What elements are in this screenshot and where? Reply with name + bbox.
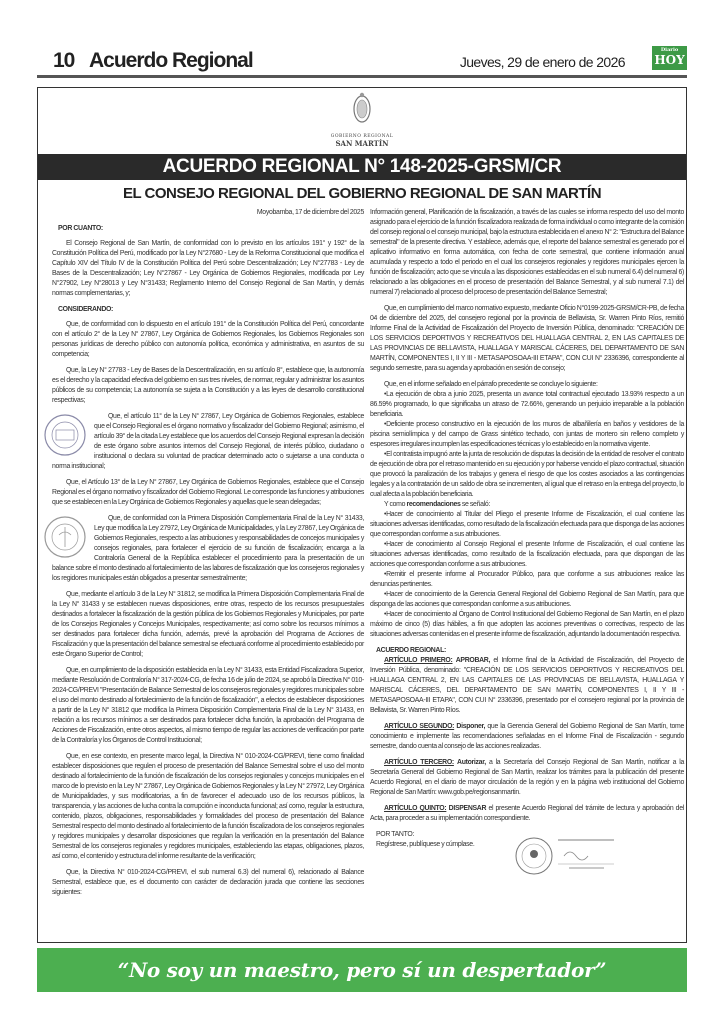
paragraph: Que, de conformidad con la Primera Disposición Complementaria Final de la Ley N° 31433, Ley que modifica la Ley 27972, Ley Orgánica de Municipalidades, y la Ley 27867, Ley Orgánica de Gobiernos Regionales, respecto a las atribuciones y responsabilidades de concejos municipales y consejos regionales, para fortalecer el ejercicio de su función de fiscalización; encarga a la Contraloría General de la República establecer el procedimiento para la presentación de un balance sobre el monto destinado al fortalecimiento de las labores de fiscalización que los consejeros regionales y los regidores municipales están obligados a presentar semestralmente; xyxy=(52,515,364,582)
left-column xyxy=(52,208,364,898)
paragraph: Que, el Artículo 13° de la Ley N° 27867, Ley Orgánica de Gobiernos Regionales, establece que el Consejo Regional es el órgano normativo y fiscalizador del Gobierno Regional. Le corresponde las funciones y atribuciones que se establecen en la Ley Orgánica de Gobiernos Regionales y aquellas que le sean delegadas; xyxy=(52,479,364,506)
acuerdo-heading: ACUERDO REGIONAL: xyxy=(376,647,447,654)
closing-formula: Regístrese, publíquese y cúmplase. xyxy=(376,841,475,848)
article-verb: Autorizar, xyxy=(457,759,486,766)
issue-date: Jueves, 29 de enero de 2026 xyxy=(459,54,625,70)
conclusion-item: •El contratista impugnó ante la junta de resolución de disputas la decisión de la entidad de resolver el contrato de ejecución de obra por el retraso mantenido en su ejecución y por haberse vencido el plazo contractual, situación que provocó la paralización de los trabajos y genera el riesgo de que los costes asociados a las contingencias legales y a la contratación de un saldo de obra se incrementen, al igual que el retraso en la entrega del proyecto, lo cual afecta a la población beneficiaria. xyxy=(370,451,684,498)
paragraph: Que, en cumplimiento del marco normativo expuesto, mediante Oficio N°0199-2025-GRSM/CR-PB, de fecha 04 de diciembre del 2025, del consejero regional por la provincia de Bellavista, Sr. Warren Pinto Ríos, remitió Informe Final de la Actividad de Fiscalización del Proyecto de Inversión Pública, denominado: "CREACIÓN DE LOS SERVICIOS DEPORTIVOS Y RECREATIVOS DEL HUALLAGA CENTRAL 2, EN LAS CAPITALES DE LAS PROVINCIAS DE BELLAVISTA, HUALLAGA Y MARISCAL CÁCERES, DEL DEPARTAMENTO DE SAN MARTÍN, COMPONENTES I, II Y III - METASAPOSOAA-III ETAPA", CON CUI N° 2336396, correspondiente al segundo semestre, para su agenda y aprobación en sesión de consejo; xyxy=(370,305,684,372)
section-title: Acuerdo Regional xyxy=(89,49,253,72)
article-3 xyxy=(370,758,684,798)
recommendations-intro: Y como recomendaciones se señaló: xyxy=(384,501,490,508)
article-label: ARTÍCULO PRIMERO: xyxy=(384,657,453,664)
paragraph: Que, la Ley N° 27783 - Ley de Bases de la Descentralización, en su artículo 8°, establece que, la autonomía es el derecho y la capacidad efectiva del gobierno en sus tres niveles, de normar, regular y administrar los asuntos públicos de su competencia; La autonomía se sujeta a la Constitución y a las leyes de desarrollo constitucional respectivas; xyxy=(52,367,364,404)
recommendation-item: •Remitir el presente informe al Procurador Público, para que conforme a sus atribuciones realice las denuncias pertinentes. xyxy=(370,571,684,588)
paragraph: Información general, Planificación de la fiscalización, a través de las cuales se informa respecto del uso del monto asignado para el ejercicio de la función fiscalizadora realizada de forma individual o como integrante de la comisión del consejo regional o el consejo municipal, bajo la estructura establecida en el anexo N° 2: "Estructura del Balance semestral" de la presente directiva. Y establece, además que, el reporte del balance semestral es generado por el aplicativo informativo en forma automática, con fecha de corte semestral, que contiene información anual acumulada y respecto a todo el periodo en el cual los consejeros regionales y regidores municipales ejercen la función de fiscalización; acto que se vincula a las disposiciones establecidas en el sub numeral 6.4) del numeral 6) relacionado a las obligaciones en el proceso de presentación del Balance Semestral, y al sub numeral 7.1) del numeral 7) relacionado al proceso del proceso de presentación del Balance Semestral; xyxy=(370,209,684,296)
article-label: ARTÍCULO QUINTO: xyxy=(384,805,447,812)
closing-block xyxy=(376,840,684,880)
article-label: ARTÍCULO TERCERO: xyxy=(384,759,454,766)
issuer-heading: EL CONSEJO REGIONAL DEL GOBIERNO REGIONAL DE SAN MARTÍN xyxy=(122,185,602,202)
right-column xyxy=(370,208,684,880)
article-4 xyxy=(370,804,684,824)
por-tanto: POR TANTO: xyxy=(376,831,415,838)
article-text: el presente Acuerdo Regional del trámite de lectura y aprobación del Acta, para proceder a su implementación correspondiente. xyxy=(370,805,684,822)
article-text: a la Secretaría del Consejo Regional de San Martín, notificar a la Secretaría General del Gobierno Regional de San Martín, realizar los trámites para la publicación del presente Acuerdo Regional, en el diario de mayor circulación de la región y en la página web institucional del Gobierno Regional de San Martín: www.gob.pe/regionsanmartin. xyxy=(370,759,685,796)
por-cuanto-heading: POR CUANTO: xyxy=(58,225,103,232)
article-text: el Informe final de la Actividad de Fiscalización, del Proyecto de Inversión Pública, denominado: "CREACIÓN DE LOS SERVICIOS DEPORTIVOS Y RECREATIVOS DEL HUALLAGA CENTRAL 2, EN LAS CAPITALES DE LAS PROVINCIAS DE BELLAVISTA, HUALLAGA Y MARISCAL CÁCERES, DEL DEPARTAMENTO DE SAN MARTÍN, COMPONENTES I, II Y III - METASAPOSOAA-III ETAPA", CON CUI N° 2336396, presentado por el consejero regional por la provincia de Bellavista, Sr. Warren Pinto Ríos. xyxy=(370,657,684,714)
paragraph: Que, la Directiva N° 010-2024-CG/PREVI, el sub numeral 6.3) del numeral 6), relacionado al Balance Semestral, establece que, es el documento con carácter de declaración jurada que contiene las secciones siguientes: xyxy=(52,869,364,896)
paragraph: Que, en cumplimiento de la disposición establecida en la Ley N° 31433, esta Entidad Fiscalizadora Superior, mediante Resolución de Contraloría N° 317-2024-CG, de fecha 16 de julio de 2024, se aprobó la Directiva N° 010-2024-CG/PREVI "Presentación de Balance Semestral de los consejeros regionales y regidores municipales sobre el uso del monto destinado al fortalecimiento de la función de fiscalización", a efectos de establecer disposiciones a partir de la Ley N° 31812 que modifica la Primera Disposición Complementaria Final de la Ley N° 31433, en relación a los recursos mínimos a ser destinados para fortalecer dicha función, la aprobación del Programa de Acciones de Fiscalización, entre otros aspectos, al mismo tiempo de regular las acciones de verificación por parte de la Contraloría y los Órganos de Control Institucional; xyxy=(52,667,364,744)
page-header xyxy=(37,40,687,78)
articles xyxy=(370,656,684,824)
article-1 xyxy=(370,656,684,716)
article-verb: APROBAR, xyxy=(455,657,491,664)
paragraph: Que, en el informe señalado en el párrafo precedente se concluye lo siguiente: xyxy=(384,381,598,388)
paragraph: El Consejo Regional de San Martín, de conformidad con lo previsto en los artículos 191° y 192° de la Constitución Política del Perú, modificado por la Ley N°27680 - Ley de la Reforma Constitucional que modifica el Capítulo XIV del Título IV de la Constitución Política del Perú sobre Descentralización; Ley N°27783 - Ley de Bases de la Descentralización; Ley N°27867 - Ley Orgánica de Gobiernos Regionales, modificada por Ley N°27902, Ley N°28013 y Ley N°31433; Reglamento Interno del Consejo Regional de San Martín, y demás normas complementarias, y; xyxy=(52,240,364,297)
place-date: Moyobamba, 17 de diciembre del 2025 xyxy=(256,209,364,216)
article-verb: DISPENSAR xyxy=(448,805,487,812)
paragraph: Que, de conformidad con lo dispuesto en el artículo 191° de la Constitución Política del Perú, concordante con el artículo 2° de la Ley N° 27867, Ley Orgánica de Gobiernos Regionales, los Gobiernos Regionales son personas jurídicas de derecho público con autonomía política, económica y administrativa, en asuntos de su competencia; xyxy=(52,321,364,358)
article-text: que la Gerencia General del Gobierno Regional de San Martín, tome conocimiento e implemente las recomendaciones señaladas en el Informe Final de Fiscalización - segundo semestre, dando cuenta al consejo de las acciones realizadas. xyxy=(370,723,684,750)
recommendation-item: •Hacer de conocimiento de la Gerencia General Regional del Gobierno Regional de San Martín, para que disponga de las acciones que correspondan conforme a sus atribuciones. xyxy=(370,591,684,608)
recommendation-item: •Hacer de conocimiento al Órgano de Control Institucional del Gobierno Regional de San Martín, en el plazo máximo de cinco (5) días hábiles, a fin que adopten las acciones preventivas o correctivas, respecto de las situaciones adversas contenidas en el presente informe de fiscalización, adjuntando la documentación respectiva. xyxy=(370,611,684,638)
newspaper-logo: Diario HOY xyxy=(652,46,687,70)
paragraph: Que, mediante el artículo 3 de la Ley N° 31812, se modifica la Primera Disposición Complementaria Final de la Ley N° 31433 y se establecen nuevas disposiciones, entre otras, respecto de los recursos presupuestales destinados a fortalecer la fiscalización de la gestión pública de los Gobiernos Regionales y Municipales, por parte de los Consejos Regionales y Concejos Municipales, respectivamente; así como sobre los recursos mínimos a ser destinados para fortalecer dicha función, además, prevé la aprobación del Programa de Acciones de Fiscalización y que la presentación del balance semestral se efectuará conforme al procedimiento establecido por este Órgano Superior de Control; xyxy=(52,591,364,658)
recommendation-item: •Hacer de conocimiento al Consejo Regional el presente Informe de Fiscalización, el cual contiene las situaciones adversas identificadas, como resultado de la fiscalización efectuada, para que dispongan de las acciones que correspondan conforme a sus atribuciones. xyxy=(370,541,684,568)
conclusion-item: •Deficiente proceso constructivo en la ejecución de los muros de albañilería en baños y vestidores de la piscina semiolímpica y del campo de Grass sintético techado, con juntas de mortero sin relleno completo y espesores irregulares incumplen las especificaciones técnicas y lo establecido en la normativa vigente. xyxy=(370,421,684,448)
article-2 xyxy=(370,722,684,752)
conclusion-item: •La ejecución de obra a junio 2025, presenta un avance total contractual ejecutado 13.93% respecto a un 86.59% programado, lo que significaba un atraso de 72.66%, generando un perjuicio irreparable a la población beneficiaria. xyxy=(370,391,684,418)
page-number: 10 xyxy=(53,49,75,72)
considerando-heading: CONSIDERANDO: xyxy=(58,306,114,313)
recommendation-item: •Hacer de conocimiento al Titular del Pliego el presente Informe de Fiscalización, el cual contiene las situaciones adversas identificadas, como resultado de la fiscalización efectuada para que disponga de las acciones que correspondan conforme a sus atribuciones. xyxy=(370,511,684,538)
seal-stamp-icon xyxy=(40,412,90,458)
government-logo: GOBIERNO REGIONAL SAN MARTÍN xyxy=(38,92,686,148)
paragraph: Que, en ese contexto, en presente marco legal, la Directiva N° 010-2024-CG/PREVI, tiene como finalidad establecer disposiciones que regulen el proceso de presentación del Balance Semestral sobre el uso del monto destinado al fortalecimiento de la función de fiscalización de los consejos regionales y concejos municipales en el marco de lo previsto en la Ley N° 27867, Ley Orgánica de Gobiernos Regionales y la Ley N° 27972, Ley Orgánica de Municipalidades, y sus modificatorias, a fin de favorecer el adecuado uso de los recursos públicos, la transparencia, y las acciones de lucha contra la corrupción e inconducta funcional; así como, regular la estructura, contenido, plazos, obligaciones, responsabilidades y formalidades del proceso de presentación del Balance Semestral respecto del monto destinado al fortalecimiento de la función fiscalizadora de los consejeros regionales y regidores municipales y desarrollar disposiciones que regulan la verificación en la presentación del Balance Semestral de los consejeros regionales y regidores municipales, estableciendo las etapas, obligaciones, plazos, así como, el contenido y estructura del informe resultante de la verificación; xyxy=(52,753,364,860)
paragraph: Que, el artículo 11° de la Ley N° 27867, Ley Orgánica de Gobiernos Regionales, establece que el Consejo Regional es el órgano normativo y fiscalizador del Gobierno Regional; asimismo, el artículo 39° de la citada Ley establece que los acuerdos del Consejo Regional expresan la decisión de este órgano sobre asuntos internos del Consejo Regional, de interés público, ciudadano o institucional o declara su voluntad de practicar determinado acto o sujetarse a una conducta o norma institucional; xyxy=(52,413,364,470)
article-label: ARTÍCULO SEGUNDO: xyxy=(384,723,455,730)
seal-stamp-icon xyxy=(40,514,90,560)
coat-of-arms-icon xyxy=(351,92,373,126)
signature-stamp-icon xyxy=(514,836,624,880)
footer-quote: “No soy un maestro, pero sí un despertador” xyxy=(37,948,687,992)
article-verb: Disponer, xyxy=(456,723,486,730)
document-title: ACUERDO REGIONAL N° 148-2025-GRSM/CR xyxy=(38,154,686,180)
notice-frame xyxy=(37,87,687,943)
